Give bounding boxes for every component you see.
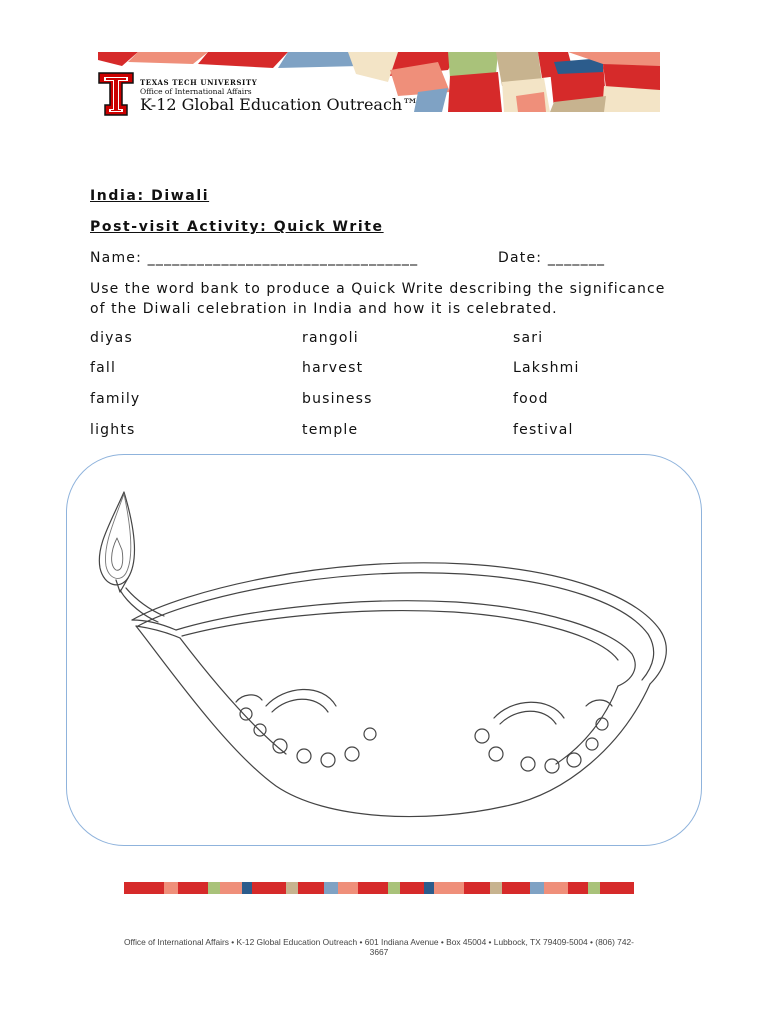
office-name: Office of International Affairs xyxy=(140,87,252,96)
university-name: TEXAS TECH UNIVERSITY xyxy=(140,78,258,87)
word-bank-item: business xyxy=(302,391,373,407)
flame-icon xyxy=(99,492,134,592)
program-name: K-12 Global Education Outreach™ xyxy=(140,95,419,114)
word-bank-item: fall xyxy=(90,360,117,376)
word-bank-item: food xyxy=(513,391,549,407)
word-bank-item: temple xyxy=(302,422,359,438)
name-field: Name: _________________________________ xyxy=(90,250,419,266)
date-field: Date: _______ xyxy=(498,250,606,266)
instructions: Use the word bank to produce a Quick Write describing the significance of the Diwali celebration in India and how it is celebrated. xyxy=(90,281,666,317)
double-t-logo-icon xyxy=(98,72,134,116)
diya-lamp-icon xyxy=(66,454,702,846)
word-bank-item: festival xyxy=(513,422,574,438)
footer-band xyxy=(124,882,634,894)
word-bank xyxy=(90,330,650,450)
word-bank-item: harvest xyxy=(302,360,364,376)
word-bank-item: diyas xyxy=(90,330,133,346)
footer-address: Office of International Affairs • K-12 Global Education Outreach • 601 Indiana Avenue • Box 45004 • Lubbock, TX 79409-5004 • (806) 742-3667 xyxy=(124,937,634,957)
word-bank-item: sari xyxy=(513,330,544,346)
word-bank-item: lights xyxy=(90,422,136,438)
activity-subtitle: Post-visit Activity: Quick Write xyxy=(90,219,384,235)
word-bank-item: rangoli xyxy=(302,330,359,346)
word-bank-item: family xyxy=(90,391,141,407)
page-title: India: Diwali xyxy=(90,188,210,204)
word-bank-item: Lakshmi xyxy=(513,360,580,376)
